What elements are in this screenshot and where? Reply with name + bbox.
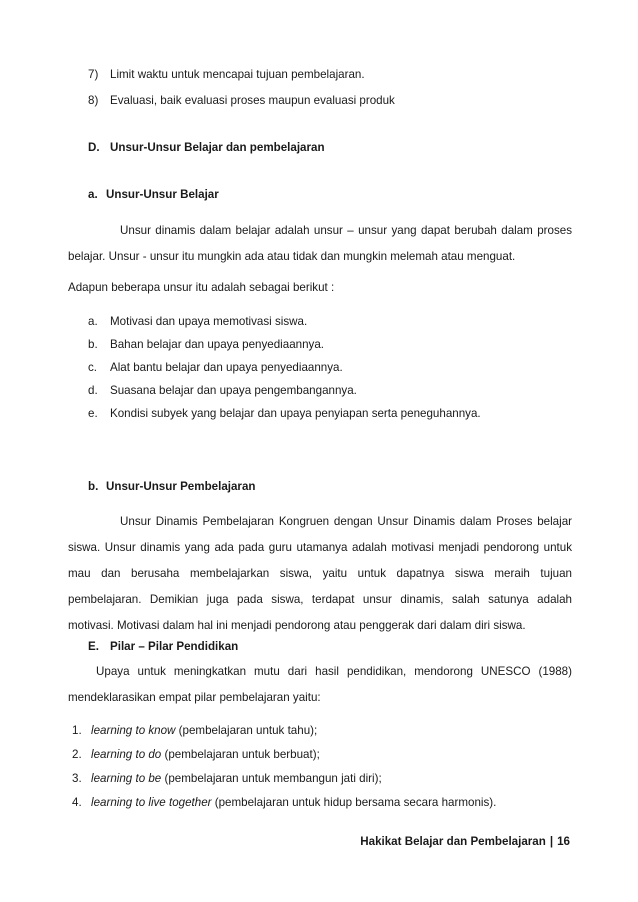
list-number: 8) bbox=[88, 94, 99, 107]
subsection-number: a. bbox=[88, 188, 98, 201]
paragraph-line: pembelajaran. Demikian juga pada siswa, terdapat unsur dinamis, salah satunya adalah bbox=[68, 593, 572, 606]
section-title: Pilar – Pilar Pendidikan bbox=[110, 640, 239, 653]
paragraph-line: siswa. Unsur dinamis yang ada pada guru utamanya adalah motivasi menjadi pendorong untuk bbox=[68, 541, 572, 554]
list-text: (pembelajaran untuk berbuat); bbox=[161, 748, 320, 761]
list-text: Evaluasi, baik evaluasi proses maupun evaluasi produk bbox=[110, 94, 395, 107]
page-footer bbox=[360, 835, 570, 848]
subsection-title: Unsur-Unsur Pembelajaran bbox=[106, 480, 256, 493]
list-letter: c. bbox=[88, 361, 98, 374]
list-text: (pembelajaran untuk membangun jati diri); bbox=[161, 772, 382, 785]
list-letter: b. bbox=[88, 338, 98, 351]
list-letter: a. bbox=[88, 315, 98, 328]
list-term: learning to do bbox=[91, 748, 162, 761]
subsection-title: Unsur-Unsur Belajar bbox=[106, 188, 219, 201]
list-text: Limit waktu untuk mencapai tujuan pembelajaran. bbox=[110, 68, 365, 81]
list-number: 1. bbox=[72, 724, 82, 737]
list-term: learning to know bbox=[91, 724, 176, 737]
paragraph-line: belajar. Unsur - unsur itu mungkin ada atau tidak dan mungkin melemah atau menguat. bbox=[68, 250, 516, 263]
paragraph-line: mendeklarasikan empat pilar pembelajaran yaitu: bbox=[68, 691, 321, 704]
footer-title: Hakikat Belajar dan Pembelajaran bbox=[360, 835, 546, 848]
list-term: learning to be bbox=[91, 772, 162, 785]
paragraph-line: Upaya untuk meningkatkan mutu dari hasil pendidikan, mendorong UNESCO (1988) bbox=[96, 665, 572, 678]
paragraph: Adapun beberapa unsur itu adalah sebagai berikut : bbox=[68, 281, 335, 294]
paragraph-line: Unsur Dinamis Pembelajaran Kongruen dengan Unsur Dinamis dalam Proses belajar bbox=[120, 515, 572, 528]
list-number: 7) bbox=[88, 68, 99, 81]
list-term: learning to live together bbox=[91, 796, 212, 809]
footer-separator: | bbox=[549, 835, 554, 848]
list-text: Kondisi subyek yang belajar dan upaya penyiapan serta peneguhannya. bbox=[110, 407, 481, 420]
list-number: 3. bbox=[72, 772, 82, 785]
paragraph-line: motivasi. Motivasi dalam hal ini menjadi pendorong atau penggerak dari dalam diri siswa. bbox=[68, 619, 526, 632]
list-number: 4. bbox=[72, 796, 82, 809]
paragraph bbox=[68, 218, 572, 270]
list-text: Alat bantu belajar dan upaya penyediaannya. bbox=[110, 361, 343, 374]
list-letter: e. bbox=[88, 407, 98, 420]
section-title: Unsur-Unsur Belajar dan pembelajaran bbox=[110, 141, 325, 154]
paragraph-line: mau dan berusaha membelajarkan siswa, yaitu untuk dapatnya siswa meraih tujuan bbox=[68, 567, 572, 580]
section-number: D. bbox=[88, 141, 100, 154]
subsection-number: b. bbox=[88, 480, 99, 493]
list-text: Bahan belajar dan upaya penyediaannya. bbox=[110, 338, 325, 351]
list-text: (pembelajaran untuk hidup bersama secara harmonis). bbox=[211, 796, 497, 809]
section-number: E. bbox=[88, 640, 99, 653]
list-letter: d. bbox=[88, 384, 98, 397]
paragraph-line: Unsur dinamis dalam belajar adalah unsur – unsur yang dapat berubah dalam proses bbox=[120, 224, 572, 237]
list-text: (pembelajaran untuk tahu); bbox=[175, 724, 318, 737]
paragraph bbox=[68, 659, 572, 711]
list-number: 2. bbox=[72, 748, 82, 761]
list-text: Motivasi dan upaya memotivasi siswa. bbox=[110, 315, 308, 328]
page-number: 16 bbox=[557, 835, 570, 848]
paragraph bbox=[68, 509, 572, 639]
list-text: Suasana belajar dan upaya pengembangannya. bbox=[110, 384, 357, 397]
